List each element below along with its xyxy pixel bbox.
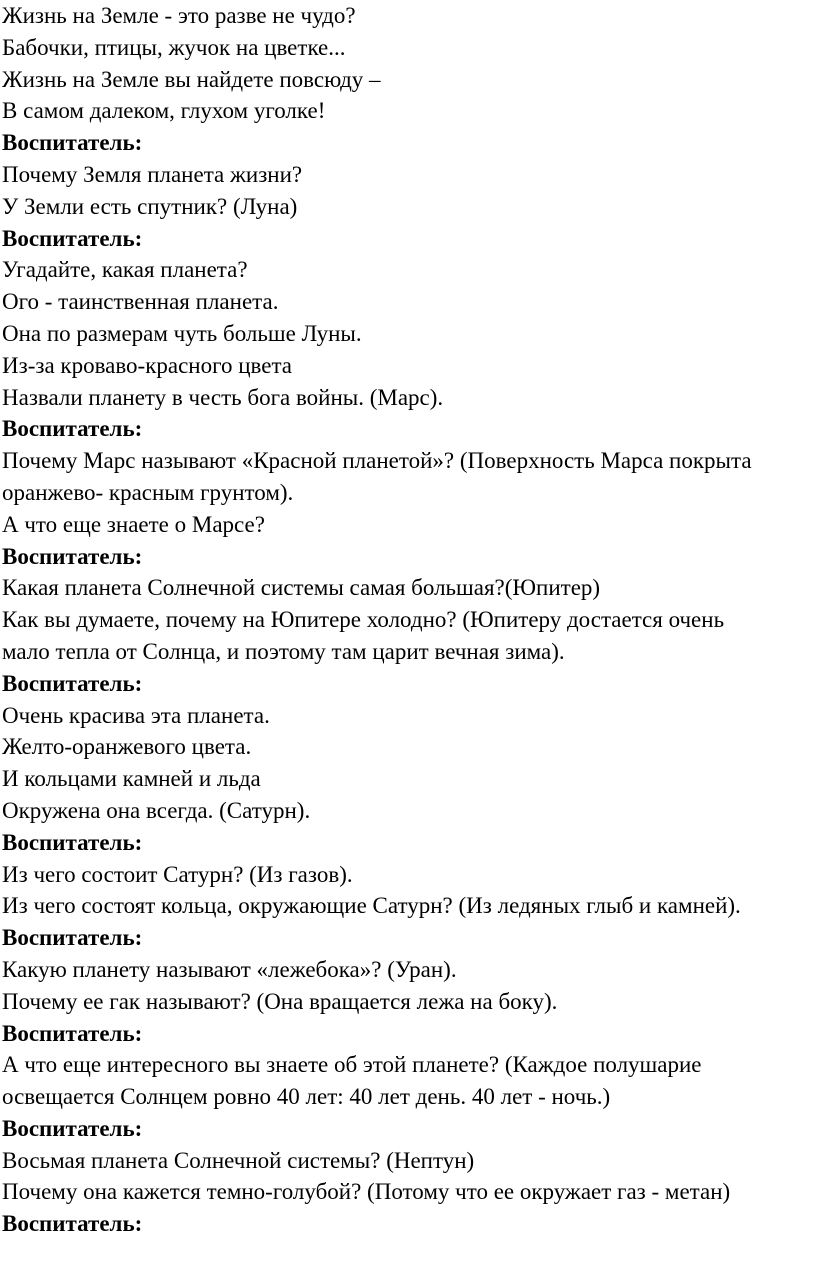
text-line: А что еще интересного вы знаете об этой планете? (Каждое полушарие (2, 1052, 702, 1078)
text-line: Из чего состоят кольца, окружающие Сатурн? (Из ледяных глыб и камней). (2, 893, 741, 919)
text-line: Назвали планету в честь бога войны. (Марс). (2, 384, 444, 410)
speaker-label: Воспитатель: (2, 543, 143, 569)
text-line: Жизнь на Земле - это разве не чудо? (2, 3, 356, 28)
text-line: Восьмая планета Солнечной системы? (Нептун) (2, 1147, 475, 1173)
speaker-label: Воспитатель: (2, 1115, 143, 1141)
text-line: У Земли есть спутник? (Луна) (2, 193, 298, 219)
text-line: А что еще знаете о Марсе? (2, 511, 265, 537)
text-line: Почему Земля планета жизни? (2, 161, 303, 187)
text-line: Очень красива эта планета. (2, 702, 270, 728)
text-line: Из чего состоит Сатурн? (Из газов). (2, 861, 353, 887)
text-line: Как вы думаете, почему на Юпитере холодно? (Юпитеру достается очень (2, 607, 725, 633)
speaker-label: Воспитатель: (2, 670, 143, 696)
speaker-label: Воспитатель: (2, 130, 143, 156)
text-line: Какую планету называют «лежебока»? (Уран). (2, 956, 457, 982)
text-line: И кольцами камней и льда (2, 766, 261, 792)
speaker-label: Воспитатель: (2, 416, 143, 442)
text-line: Из-за кроваво-красного цвета (2, 352, 292, 378)
document-body (2, 0, 812, 1240)
text-line: В самом далеком, глухом уголке! (2, 98, 326, 124)
speaker-label: Воспитатель: (2, 829, 143, 855)
text-line: Угадайте, какая планета? (2, 257, 248, 283)
speaker-label: Воспитатель: (2, 1211, 143, 1237)
text-line: Жизнь на Земле вы найдете повсюду – (2, 66, 381, 92)
text-line: Бабочки, птицы, жучок на цветке... (2, 34, 346, 60)
text-line: Какая планета Солнечной системы самая большая?(Юпитер) (2, 575, 601, 601)
text-line: мало тепла от Солнца, и поэтому там царит вечная зима). (2, 638, 565, 664)
text-line: оранжево- красным грунтом). (2, 479, 294, 505)
text-line: Желто-оранжевого цвета. (2, 734, 252, 760)
text-line: Окружена она всегда. (Сатурн). (2, 797, 311, 823)
speaker-label: Воспитатель: (2, 1020, 143, 1046)
text-line: Почему она кажется темно-голубой? (Потому что ее окружает газ - метан) (2, 1179, 731, 1205)
speaker-label: Воспитатель: (2, 925, 143, 951)
speaker-label: Воспитатель: (2, 225, 143, 251)
text-line: Почему ее гак называют? (Она вращается лежа на боку). (2, 988, 558, 1014)
text-line: Ого - таинственная планета. (2, 289, 279, 315)
text-line: Она по размерам чуть больше Луны. (2, 320, 362, 346)
text-line: освещается Солнцем ровно 40 лет: 40 лет день. 40 лет - ночь.) (2, 1084, 611, 1110)
text-line: Почему Марс называют «Красной планетой»? (Поверхность Марса покрыта (2, 448, 752, 474)
